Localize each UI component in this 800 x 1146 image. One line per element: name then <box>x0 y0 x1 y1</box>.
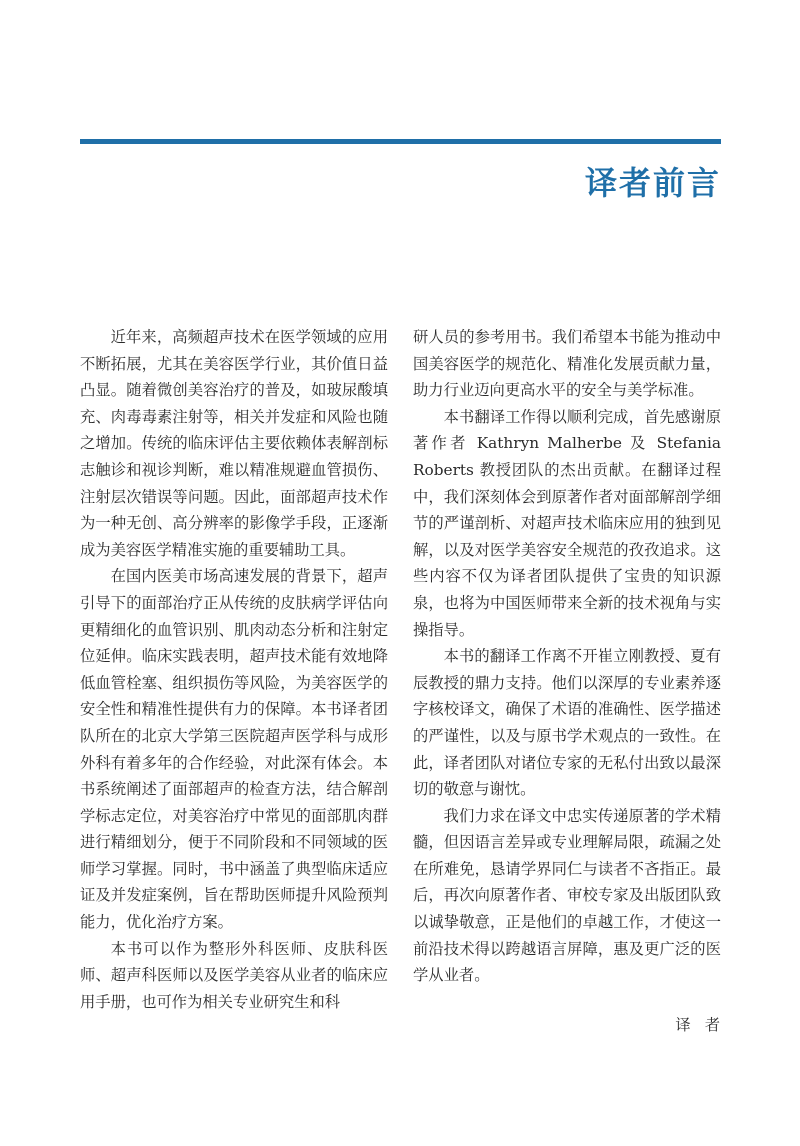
page-title: 译者前言 <box>584 164 721 202</box>
paragraph: 我们力求在译文中忠实传递原著的学术精髓，但因语言差异或专业理解局限，疏漏之处在所难免，恳请学界同仁与读者不吝指正。最后，再次向原著作者、审校专家及出版团队致以诚挚敬意，正是他们的卓越工作，才使这一前沿技术得以跨越语言屏障，惠及更广泛的医学从业者。 <box>413 806 721 985</box>
paragraph: 本书可以作为整形外科医师、皮肤科医师、超声科医师以及医学美容从业者的临床应用手册，也可作为相关专业研究生和科 <box>80 939 388 1011</box>
paragraph: 本书的翻译工作离不开崔立刚教授、夏有辰教授的鼎力支持。他们以深厚的专业素养逐字核校译文，确保了术语的准确性、医学描述的严谨性，以及与原书学术观点的一致性。在此，译者团队对诸位专家的无私付出致以最深切的敬意与谢忱。 <box>413 647 721 799</box>
header-rule <box>80 139 721 144</box>
paragraph: 本书翻译工作得以顺利完成，首先感谢原著作者 Kathryn Malherbe 及 Stefania Roberts 教授团队的杰出贡献。在翻译过程中，我们深刻体会到原著作者对面部解剖学细节的严谨剖析、对超声技术临床应用的独到见解，以及对医学美容安全规范的孜孜追求。这些内容不仅为译者团队提供了宝贵的知识源泉，也将为中国医师带来全新的技术视角与实操指导。 <box>413 407 721 639</box>
right-column <box>413 324 721 989</box>
paragraph-continuation: 研人员的参考用书。我们希望本书能为推动中国美容医学的规范化、精准化发展贡献力量，助力行业迈向更高水平的安全与美学标准。 <box>413 328 721 400</box>
left-column <box>80 324 388 1015</box>
translator-signature: 译者 <box>675 1016 734 1034</box>
paragraph: 近年来，高频超声技术在医学领域的应用不断拓展，尤其在美容医学行业，其价值日益凸显。随着微创美容治疗的普及，如玻尿酸填充、肉毒毒素注射等，相关并发症和风险也随之增加。传统的临床评估主要依赖体表解剖标志触诊和视诊判断，难以精准规避血管损伤、注射层次错误等问题。因此，面部超声技术作为一种无创、高分辨率的影像学手段，正逐渐成为美容医学精准实施的重要辅助工具。 <box>80 328 388 559</box>
paragraph: 在国内医美市场高速发展的背景下，超声引导下的面部治疗正从传统的皮肤病学评估向更精细化的血管识别、肌肉动态分析和注射定位延伸。临床实践表明，超声技术能有效地降低血管栓塞、组织损伤等风险，为美容医学的安全性和精准性提供有力的保障。本书译者团队所在的北京大学第三医院超声医学科与成形外科有着多年的合作经验，对此深有体会。本书系统阐述了面部超声的检查方法，结合解剖学标志定位，对美容治疗中常见的面部肌肉群进行精细划分，便于不同阶段和不同领域的医师学习掌握。同时，书中涵盖了典型临床适应证及并发症案例，旨在帮助医师提升风险预判能力，优化治疗方案。 <box>80 567 388 932</box>
